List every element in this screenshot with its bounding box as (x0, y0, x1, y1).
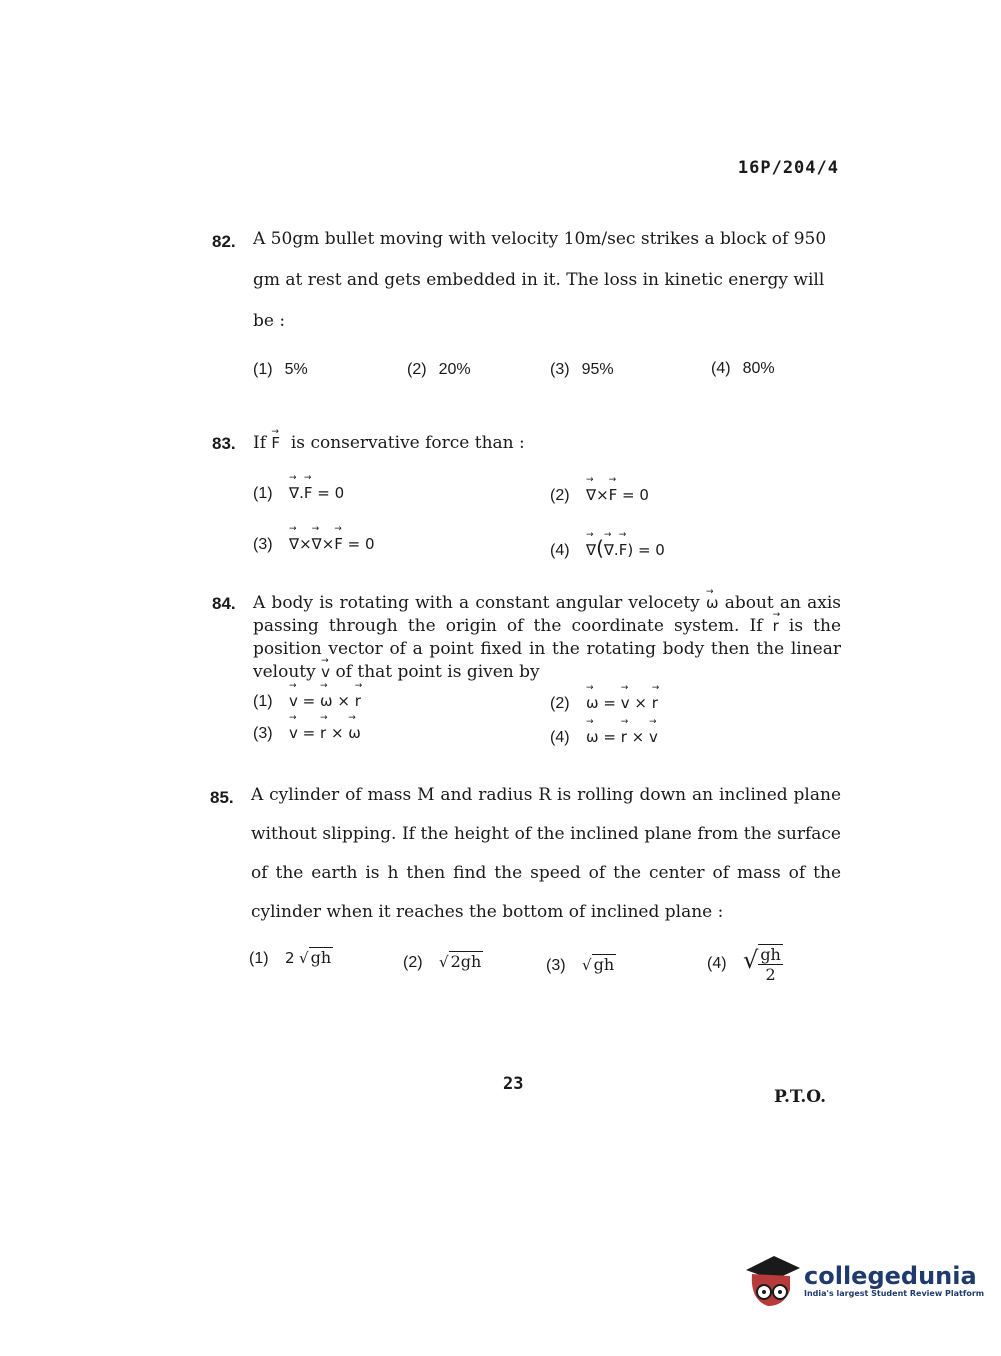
operator: × (321, 535, 335, 553)
brand-tagline: India's largest Student Review Platform (804, 1288, 985, 1298)
pto-label: P.T.O. (774, 1087, 826, 1107)
option-number: (1) (253, 485, 273, 502)
nabla-symbol: → ∇ (604, 541, 614, 559)
root-sign: √ (582, 956, 592, 974)
page-number: 23 (503, 1074, 524, 1094)
question-84-option-3 (253, 724, 361, 743)
option-number: (2) (550, 695, 570, 712)
velocity-symbol: → v (621, 694, 630, 712)
equals: = (598, 694, 621, 712)
question-82-option-1 (253, 361, 308, 379)
velocity-symbol: → v (289, 724, 298, 742)
radicand: gh (593, 955, 615, 974)
question-83-text (253, 423, 843, 464)
force-symbol: → F (304, 484, 313, 502)
brand-name: collegedunia (804, 1261, 977, 1290)
question-85-option-2 (403, 951, 483, 972)
equals: = (297, 692, 321, 710)
question-84-number: 84. (212, 594, 236, 613)
question-82-number: 82. (212, 232, 236, 251)
question-83-number: 83. (212, 434, 236, 453)
omega-symbol: → ω (348, 724, 361, 742)
cross: × (326, 724, 349, 742)
omega-symbol: → ω (586, 694, 599, 712)
question-84-option-1 (253, 692, 361, 711)
force-symbol: → F (334, 535, 343, 553)
equals-zero: = 0 (342, 535, 375, 553)
q84-text-part-3: is the position vector of a point fixed in the rotating body then the linear velouty (253, 616, 841, 682)
option-number: (3) (546, 957, 566, 974)
cross: × (629, 694, 652, 712)
question-85-option-4 (707, 944, 783, 984)
collegedunia-logo (744, 1250, 984, 1310)
velocity-symbol: → v (649, 728, 658, 746)
numerator: gh (760, 945, 781, 964)
option-number: (1) (249, 950, 269, 967)
omega-symbol: → ω (586, 728, 599, 746)
question-82-option-4 (711, 360, 775, 378)
question-83-option-3 (253, 535, 375, 554)
open-paren: ( (596, 536, 604, 560)
option-number: (4) (711, 360, 731, 377)
operator: . (613, 541, 619, 559)
position-symbol: → r (320, 724, 326, 742)
close-paren-equals-zero: ) = 0 (627, 541, 665, 559)
position-symbol: → r (355, 692, 361, 710)
equals-zero: = 0 (312, 484, 345, 502)
mascot-icon (744, 1250, 802, 1310)
equals: = (598, 728, 621, 746)
nabla-symbol: → ∇ (312, 535, 322, 553)
option-number: (3) (550, 361, 570, 378)
question-83-option-4 (550, 536, 665, 560)
option-number: (2) (407, 361, 427, 378)
q84-text-part-4: of that point is given by (335, 662, 540, 682)
q83-text-end: is conservative force than : (290, 433, 525, 453)
option-value: 95% (581, 361, 614, 378)
radicand: 2gh (450, 952, 482, 971)
cross: × (332, 692, 355, 710)
question-82-option-2 (407, 361, 471, 379)
option-value: 20% (438, 361, 471, 378)
question-84-option-4 (550, 728, 658, 747)
question-85-number: 85. (210, 788, 234, 807)
question-85-option-1 (249, 947, 333, 968)
position-symbol: → r (621, 728, 627, 746)
question-83-option-1 (253, 484, 344, 503)
question-84-text (253, 592, 841, 684)
option-number: (3) (253, 725, 273, 742)
nabla-symbol: → ∇ (586, 541, 596, 559)
nabla-symbol: → ∇ (586, 486, 596, 504)
option-number: (4) (550, 729, 570, 746)
option-number: (1) (253, 693, 273, 710)
question-84-option-2 (550, 694, 658, 713)
option-number: (2) (403, 954, 423, 971)
operator: . (299, 484, 304, 502)
question-85-option-3 (546, 954, 616, 975)
option-number: (3) (253, 536, 273, 553)
radicand: gh (310, 948, 332, 967)
position-symbol: → r (652, 694, 658, 712)
question-85-text: A cylinder of mass M and radius R is rolling down an inclined plane without slipping. If the height of the inclined plane from the surface of the earth is h then find the speed of the center of mass of the cylinder when it reaches the bottom of inclined plane : (251, 785, 841, 922)
root-sign: √ (439, 953, 449, 971)
option-number: (4) (707, 955, 727, 973)
equals-zero: = 0 (617, 486, 649, 504)
operator: × (299, 535, 312, 553)
option-value: 5% (284, 361, 308, 378)
root-sign: √ (299, 949, 309, 967)
option-value: 80% (742, 360, 775, 377)
paper-code: 16P/204/4 (737, 158, 839, 178)
cross: × (626, 728, 649, 746)
equals: = (297, 724, 321, 742)
question-83-option-2 (550, 486, 649, 505)
force-symbol: → F (609, 486, 618, 504)
q83-text-start: If (253, 433, 267, 453)
nabla-symbol: → ∇ (289, 535, 299, 553)
velocity-symbol: → v (321, 661, 330, 684)
option-number: (1) (253, 361, 273, 378)
operator: × (596, 486, 609, 504)
option-number: (4) (550, 542, 570, 559)
q84-text-part-1: A body is rotating with a constant angular velocety (253, 593, 700, 613)
option-number: (2) (550, 487, 570, 504)
fraction (758, 944, 783, 984)
force-vector-symbol: → F (271, 423, 280, 464)
force-symbol: → F (619, 541, 628, 559)
velocity-symbol: → v (289, 692, 298, 710)
question-82-text: A 50gm bullet moving with velocity 10m/sec strikes a block of 950 gm at rest and gets embedded in it. The loss in kinetic energy will be : (253, 229, 827, 331)
position-vector-symbol: → r (773, 615, 779, 638)
omega-symbol: → ω (320, 692, 333, 710)
question-82-option-3 (550, 361, 614, 379)
coefficient: 2 (285, 949, 295, 967)
denominator: 2 (765, 965, 776, 984)
nabla-symbol: → ∇ (289, 484, 299, 502)
root-sign: √ (743, 946, 759, 975)
omega-symbol: → ω (706, 592, 719, 615)
q84-text-part-2: about an axis passing through the origin of the coordinate system. If (253, 593, 842, 636)
